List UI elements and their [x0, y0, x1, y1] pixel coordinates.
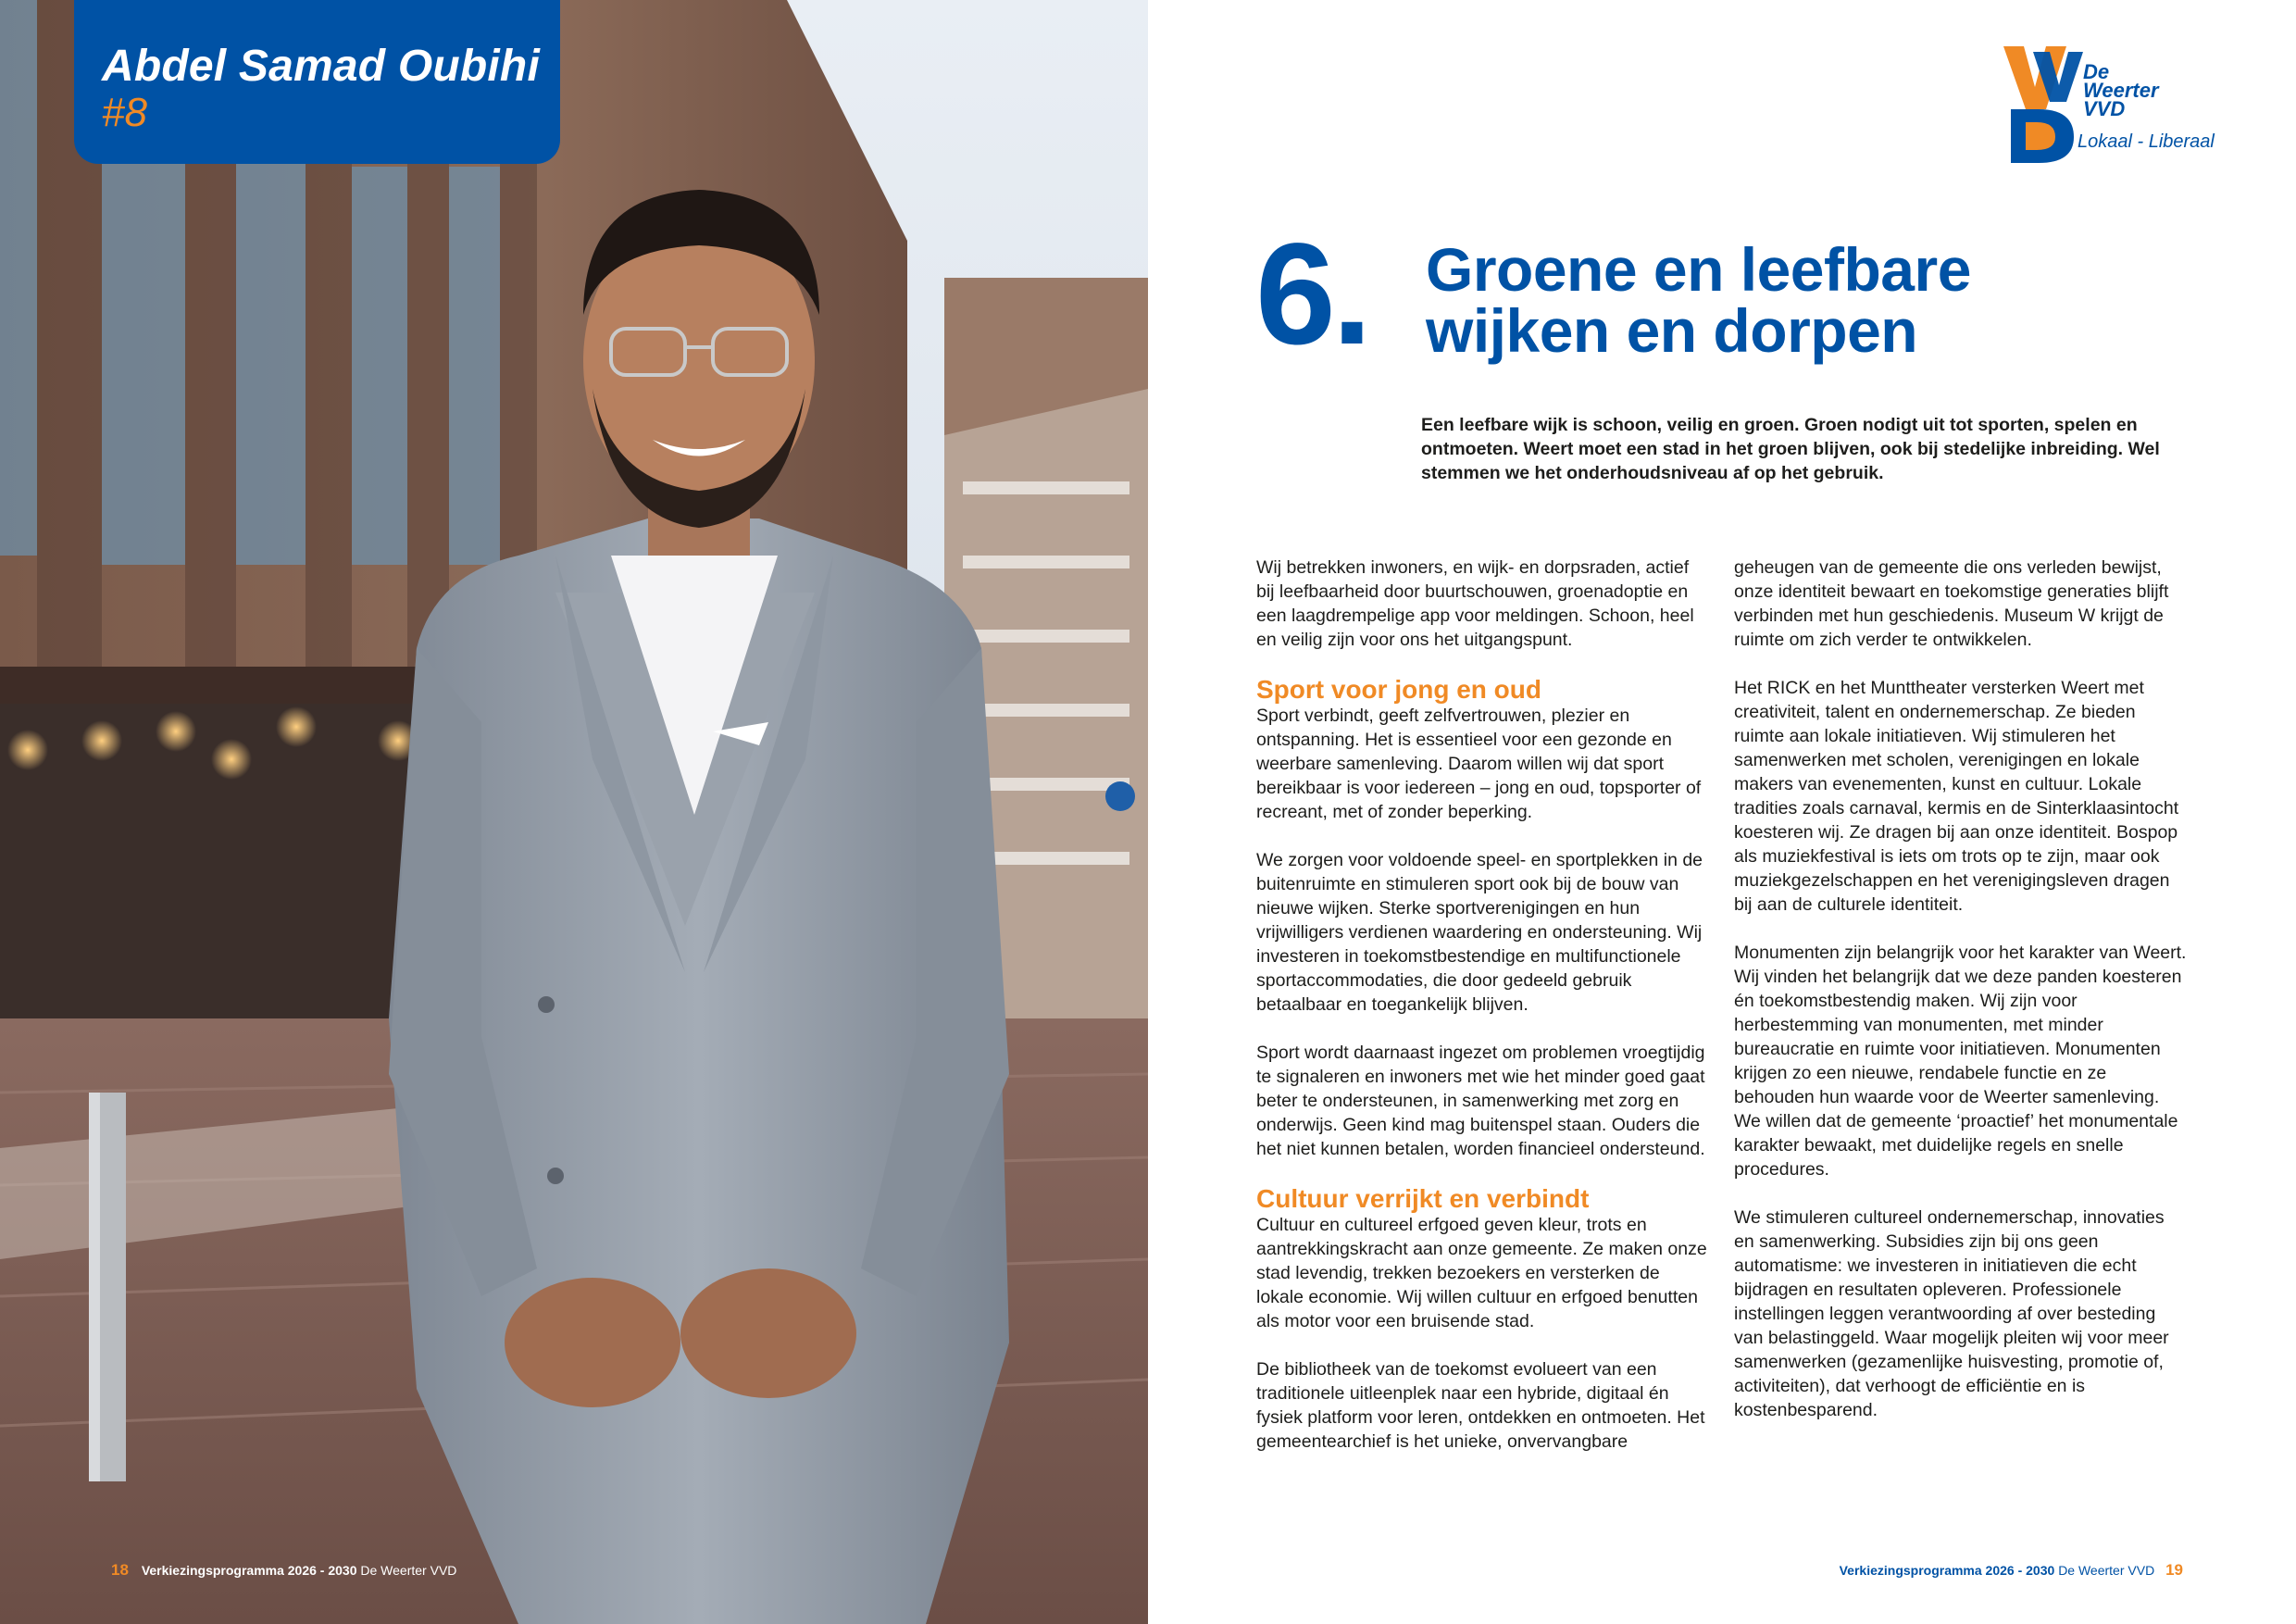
logo-line-3: VVD [2083, 97, 2126, 120]
paragraph: We stimuleren cultureel ondernemerschap, innovaties en samenwerking. Subsidies zijn bij ons geen automatisme: we investeren in initiatieven die echt bijdragen en resultaten opleveren. Professionele instellingen leggen verantwoording af over besteding van belastinggeld. Waar mogelijk pleiten wij voor meer samenwerken (gezamenlijke huisvesting, promotie of, activiteiten), dat verhoogt de efficiëntie en is kostenbesparend. [1734, 1207, 2169, 1420]
footer-doc-title-right: Verkiezingsprogramma 2026 - 2030 [1839, 1563, 2055, 1578]
body-column-left [1256, 556, 1710, 1454]
candidate-name-tag [74, 0, 560, 164]
paragraph: Monumenten zijn belangrijk voor het karakter van Weert. Wij vinden het belangrijk dat we deze panden koesteren én toekomstbestendig maken. Wij zijn voor herbestemming van monumenten, met minder bureaucratie en ruimte voor initiatieven. Monumenten krijgen zo een nieuwe, rendabele functie en ze behouden hun waarde voor de Weerter samenleving. We willen dat de gemeente ‘proactief’ het monumentale karakter bewaakt, met duidelijke regels en snelle procedures. [1734, 943, 2187, 1180]
section-heading-cultuur: Cultuur verrijkt en verbindt [1256, 1184, 1590, 1213]
paragraph: Cultuur en cultureel erfgoed geven kleur, trots en aantrekkingskracht aan onze gemeente. Ze maken onze stad levendig, trekken bezoekers en versterken de lokale economie. Wij willen cultuur en erfgoed benutten als motor voor een bruisende stad. [1256, 1215, 1707, 1331]
body-column-right [1734, 556, 2188, 1446]
logo-line-2: Weerter [2083, 79, 2159, 102]
chapter-intro: Een leefbare wijk is schoon, veilig en groen. Groen nodigt uit tot sporten, spelen en ontmoeten. Weert moet een stad in het groen blijven, ook bij stedelijke inbreiding. Wel stemmen we het onderhoudsniveau af op het gebruik. [1421, 415, 2160, 483]
paragraph: De bibliotheek van de toekomst evolueert van een traditionele uitleenplek naar een hybride, digitaal én fysiek platform voor leren, ontdekken en ontmoeten. Het gemeentearchief is het unieke, onvervangbare [1256, 1359, 1705, 1452]
chapter-title-line-2: wijken en dorpen [1426, 296, 1918, 365]
paragraph: Wij betrekken inwoners, en wijk- en dorpsraden, actief bij leefbaarheid door buurtschouwen, groenadoptie en een laagdrempelige app voor meldingen. Schoon, heel en veilig zijn voor ons het uitgangspunt. [1256, 557, 1694, 650]
vvd-logo-mark-icon [2002, 44, 2085, 165]
footer-left [111, 1561, 456, 1580]
page-number-right: 19 [2165, 1561, 2183, 1579]
paragraph: Sport wordt daarnaast ingezet om problemen vroegtijdig te signaleren en inwoners met wie het minder goed gaat beter te ondersteunen, in samenwerking met zorg en onderwijs. Geen kind mag buitenspel staan. Ouders die het niet kunnen betalen, worden financieel ondersteund. [1256, 1043, 1705, 1159]
chapter-title-line-1: Groene en leefbare [1426, 235, 1971, 304]
candidate-number: #8 [102, 90, 147, 135]
vvd-logo [2002, 44, 2219, 169]
chapter-number: 6. [1255, 214, 1369, 375]
page-number-left: 18 [111, 1561, 129, 1579]
footer-party-right: De Weerter VVD [2058, 1563, 2155, 1578]
paragraph: Sport verbindt, geeft zelfvertrouwen, plezier en ontspanning. Het is essentieel voor een gezonde en weerbare samenleving. Daarom willen wij dat sport bereikbaar is voor iedereen – jong en oud, topsporter of recreant, met of zonder beperking. [1256, 706, 1702, 822]
section-heading-sport: Sport voor jong en oud [1256, 675, 1541, 704]
footer-right [1840, 1561, 2183, 1580]
chapter-title [1426, 235, 1971, 365]
paragraph-continued: geheugen van de gemeente die ons verleden bewijst, onze identiteit bewaart en toekomstige generaties blijft verbinden met hun geschiedenis. Museum W krijgt de ruimte om zich verder te ontwikkelen. [1734, 557, 2169, 650]
footer-party-left: De Weerter VVD [360, 1563, 457, 1578]
footer-doc-title-left: Verkiezingsprogramma 2026 - 2030 [141, 1563, 357, 1578]
logo-line-1: De [2083, 60, 2110, 83]
paragraph: Het RICK en het Munttheater versterken Weert met creativiteit, talent en ondernemerschap. Ze bieden ruimte aan lokale initiatieven. Wij stimuleren het samenwerken met scholen, verenigingen en lokale makers van evenementen, kunst en cultuur. Lokale tradities zoals carnaval, kermis en de Sinterklaasintocht koesteren wij. Ze dragen bij aan onze identiteit. Bospop als muziekfestival is iets om trots op te zijn, maar ook muziekgezelschappen en het verenigingsleven dragen bij aan de culturele identiteit. [1734, 678, 2179, 915]
logo-text [2083, 60, 2159, 120]
paragraph: We zorgen voor voldoende speel- en sportplekken in de buitenruimte en stimuleren sport ook bij de bouw van nieuwe wijken. Sterke sportverenigingen en hun vrijwilligers verdienen waardering en ondersteuning. Wij investeren in toekomstbestendige en multifunctionele sportaccommodaties, die door gedeeld gebruik betaalbaar en toegankelijk blijven. [1256, 850, 1703, 1015]
logo-tagline: Lokaal - Liberaal [2078, 131, 2215, 152]
candidate-name: Abdel Samad Oubihi [102, 42, 540, 91]
